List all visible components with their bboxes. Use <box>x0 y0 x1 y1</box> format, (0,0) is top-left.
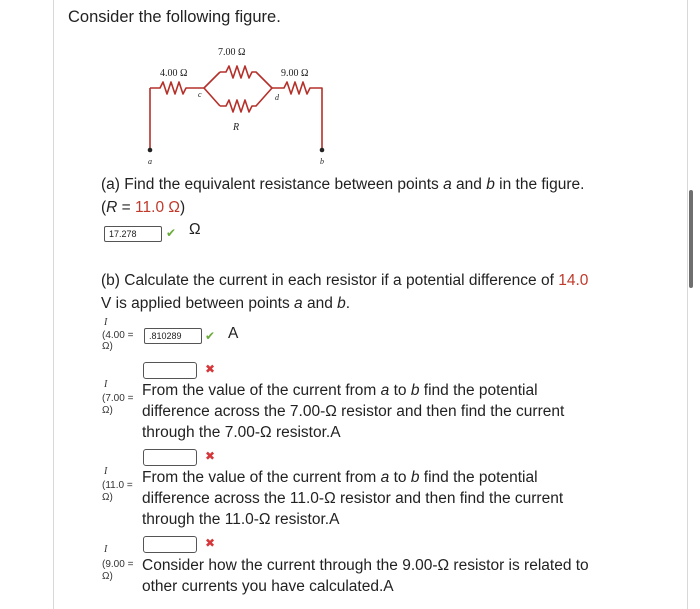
terminal-b <box>320 148 325 153</box>
current-4ohm-input[interactable]: .810289 <box>144 328 202 344</box>
resistor-4ohm <box>150 82 198 94</box>
circuit-figure <box>138 42 338 167</box>
current-label-11ohm-2: Ω) <box>102 492 113 503</box>
label-b: b <box>320 157 324 166</box>
hint-11ohm-line2: difference across the 11.0-Ω resistor and then find the current <box>142 490 564 507</box>
hint-7ohm-line3: through the 7.00-Ω resistor.A <box>142 424 341 441</box>
cross-icon: ✖ <box>205 536 216 550</box>
wire-c <box>198 72 220 88</box>
current-label-7ohm-1: (7.00 = <box>102 393 134 404</box>
hint-9ohm-line1: Consider how the current through the 9.00-Ω resistor is related to <box>142 557 589 574</box>
check-icon: ✔ <box>166 226 177 240</box>
resistor-9ohm <box>272 82 322 150</box>
resistor-7ohm <box>220 66 272 88</box>
part-b-question-line2: V is applied between points a and b. <box>101 295 351 312</box>
resistor-R <box>220 88 272 112</box>
scrollbar[interactable] <box>689 190 693 288</box>
hint-9ohm-line2: other currents you have calculated.A <box>142 578 394 595</box>
intro-text: Consider the following figure. <box>68 8 281 26</box>
current-label-9ohm-2: Ω) <box>102 571 113 582</box>
current-4ohm-unit: A <box>228 325 239 342</box>
label-R: R <box>233 122 240 133</box>
current-label-4ohm-2: Ω) <box>102 341 113 352</box>
part-a-unit: Ω <box>189 221 201 238</box>
current-var-4ohm: I <box>104 317 108 328</box>
label-4ohm: 4.00 Ω <box>160 68 188 79</box>
current-var-11ohm: I <box>104 466 108 477</box>
hint-7ohm-line2: difference across the 7.00-Ω resistor and then find the current <box>142 403 565 420</box>
part-a-answer-input[interactable]: 17.278 <box>104 226 162 242</box>
part-a-question: (a) Find the equivalent resistance between points a and b in the figure. <box>101 176 585 193</box>
check-icon: ✔ <box>205 329 216 343</box>
hint-7ohm-line1: From the value of the current from a to b find the potential <box>142 382 538 399</box>
cross-icon: ✖ <box>205 362 216 376</box>
current-var-9ohm: I <box>104 544 108 555</box>
current-label-4ohm-1: (4.00 = <box>102 330 134 341</box>
current-label-9ohm-1: (9.00 = <box>102 559 134 570</box>
part-b-question-line1: (b) Calculate the current in each resistor if a potential difference of 14.0 <box>101 272 589 289</box>
current-11ohm-input[interactable] <box>143 449 197 466</box>
label-a: a <box>148 157 152 166</box>
current-9ohm-input[interactable] <box>143 536 197 553</box>
label-c: c <box>198 90 202 99</box>
label-d: d <box>275 93 279 102</box>
current-7ohm-input[interactable] <box>143 362 197 379</box>
current-label-7ohm-2: Ω) <box>102 405 113 416</box>
label-9ohm: 9.00 Ω <box>281 68 309 79</box>
current-label-11ohm-1: (11.0 = <box>102 480 133 491</box>
current-var-7ohm: I <box>104 379 108 390</box>
cross-icon: ✖ <box>205 449 216 463</box>
terminal-a <box>148 148 153 153</box>
part-a-given: (R = 11.0 Ω) <box>101 199 186 216</box>
hint-11ohm-line3: through the 11.0-Ω resistor.A <box>142 511 340 528</box>
hint-11ohm-line1: From the value of the current from a to b find the potential <box>142 469 538 486</box>
label-7ohm: 7.00 Ω <box>218 47 246 58</box>
